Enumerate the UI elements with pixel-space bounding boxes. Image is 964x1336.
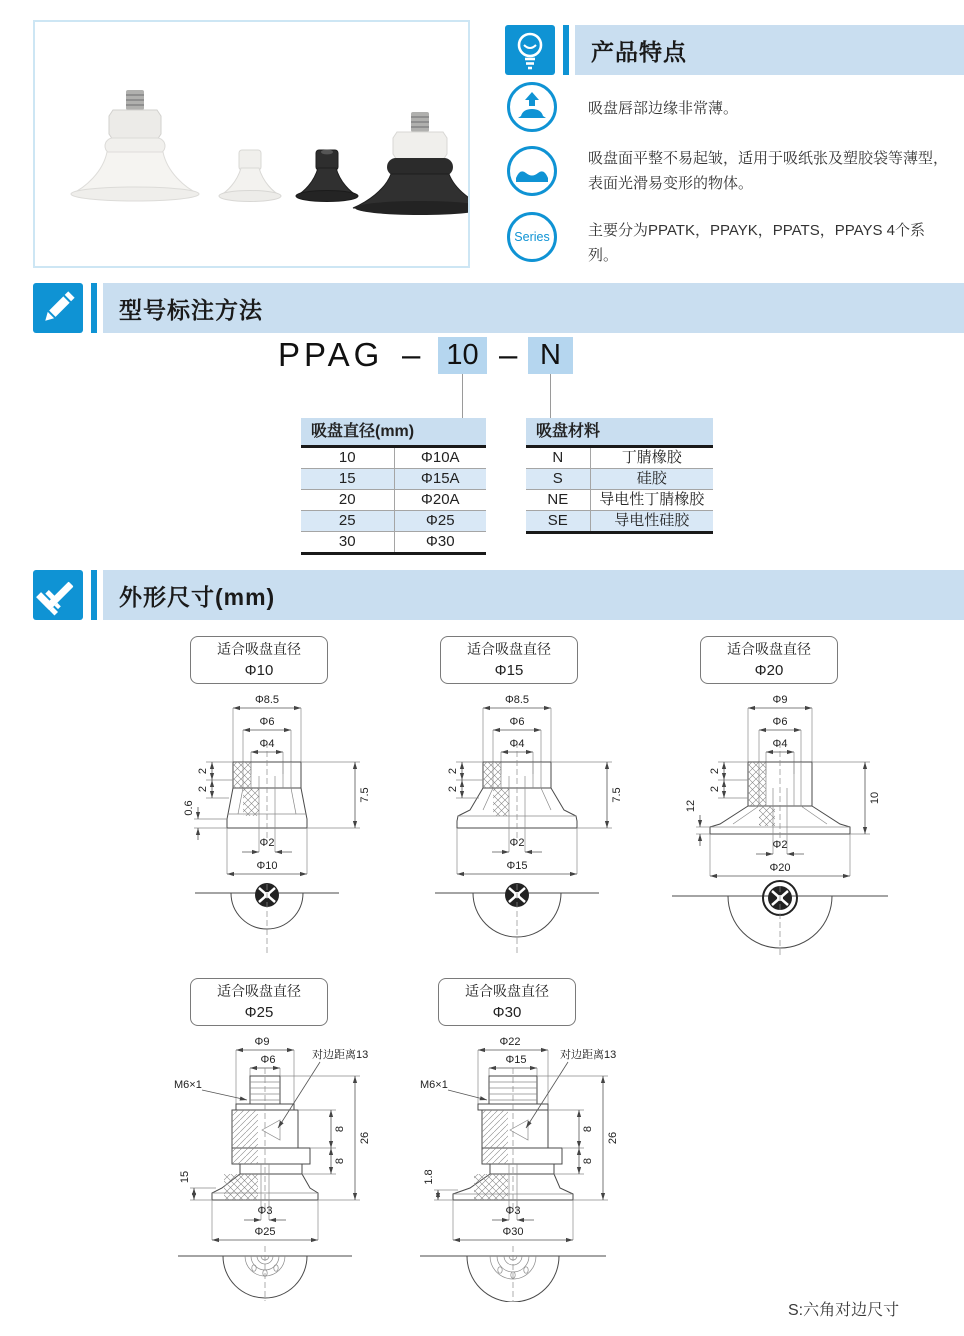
drawing-block-phi20 bbox=[658, 636, 903, 958]
drawing-geometry bbox=[178, 1050, 360, 1301]
dim-label: Φ2 bbox=[509, 837, 525, 849]
dim-label: 2 bbox=[197, 785, 209, 793]
drawing-block-phi15 bbox=[400, 636, 635, 958]
features-header bbox=[505, 25, 964, 75]
dim-label: Φ22 bbox=[499, 1036, 521, 1048]
dim-label: 7.5 bbox=[359, 787, 371, 803]
fit-size: Φ25 bbox=[244, 1004, 274, 1021]
cell: Φ15A bbox=[394, 469, 487, 489]
dim-label: 2 bbox=[709, 785, 721, 793]
cell: N bbox=[552, 449, 564, 466]
fit-label: 适合吸盘直径 bbox=[467, 641, 551, 657]
drawing-block-phi10 bbox=[150, 636, 385, 958]
drawing-block-phi25 bbox=[150, 978, 400, 1302]
hex-flats-note: S:六角对边尺寸 bbox=[788, 1302, 900, 1319]
dim-label: Φ25 bbox=[254, 1226, 276, 1238]
dim-label: Φ8.5 bbox=[254, 694, 280, 706]
feature-text-3: 主要分为PPATK，PPAYK，PPATS，PPAYS 4个系列。 bbox=[588, 222, 926, 264]
drawing-geometry bbox=[194, 708, 360, 954]
dim-label: M6×1 bbox=[174, 1079, 202, 1091]
pencil-icon bbox=[33, 283, 83, 333]
table-row bbox=[526, 510, 713, 531]
cell: 30 bbox=[338, 533, 356, 550]
dim-label: Φ8.5 bbox=[504, 694, 530, 706]
fit-label-box bbox=[190, 978, 328, 1026]
material-table-header: 吸盘材料 bbox=[526, 418, 713, 448]
fit-label: 适合吸盘直径 bbox=[727, 641, 811, 657]
feature-text-2: 吸盘面平整不易起皱，适用于吸纸张及塑胶袋等薄型，表面光滑易变形的物体。 bbox=[588, 150, 949, 192]
dim-label: 12 bbox=[685, 799, 697, 813]
series-icon bbox=[507, 212, 557, 262]
table-row bbox=[301, 468, 486, 489]
dim-label: Φ20 bbox=[769, 862, 791, 874]
white-single-cup bbox=[219, 150, 281, 202]
fit-label: 适合吸盘直径 bbox=[217, 641, 301, 657]
dim-label: 2 bbox=[197, 767, 209, 775]
dimension-drawing-phi30 bbox=[398, 1030, 648, 1302]
fit-label-box bbox=[700, 636, 838, 684]
dimension-drawing-phi15 bbox=[400, 688, 635, 958]
dim-label: Φ9 bbox=[772, 694, 788, 706]
dim-label: 2 bbox=[447, 767, 459, 775]
dim-label: 7.5 bbox=[611, 787, 623, 803]
caliper-icon bbox=[33, 570, 83, 620]
fit-size: Φ10 bbox=[244, 662, 274, 679]
header-divider-bar bbox=[91, 570, 97, 620]
dim-label: Φ2 bbox=[259, 837, 275, 849]
table-row bbox=[526, 448, 713, 468]
dim-label: 对边距离13 bbox=[560, 1049, 617, 1061]
dim-label: Φ6 bbox=[772, 716, 788, 728]
dim-label: 2 bbox=[447, 785, 459, 793]
table-row bbox=[526, 489, 713, 510]
black-single-cup bbox=[296, 150, 358, 202]
dim-label: Φ9 bbox=[254, 1036, 270, 1048]
cell: 硅胶 bbox=[590, 469, 713, 489]
cell: 25 bbox=[338, 512, 356, 529]
thin-lip-icon bbox=[507, 82, 557, 132]
black-assembled-cup bbox=[353, 112, 468, 215]
dim-label: Φ3 bbox=[505, 1205, 521, 1217]
header-divider-bar bbox=[91, 283, 97, 333]
dim-label: 26 bbox=[359, 1131, 371, 1145]
suction-cups-photo-illustration bbox=[35, 22, 468, 266]
cell: 丁腈橡胶 bbox=[590, 448, 713, 468]
cell: Φ25 bbox=[394, 511, 487, 531]
header-divider-bar bbox=[563, 25, 569, 75]
fit-label: 适合吸盘直径 bbox=[465, 983, 549, 999]
cell: 导电性硅胶 bbox=[590, 511, 713, 531]
cell: 导电性丁腈橡胶 bbox=[590, 490, 713, 510]
dim-label: 8 bbox=[334, 1125, 346, 1133]
material-table bbox=[526, 418, 713, 534]
bulb-icon bbox=[505, 25, 555, 75]
product-photo bbox=[33, 20, 470, 268]
fit-label: 适合吸盘直径 bbox=[217, 983, 301, 999]
fit-size: Φ15 bbox=[494, 662, 524, 679]
dim-label: Φ30 bbox=[502, 1226, 524, 1238]
table-row bbox=[301, 531, 486, 552]
model-section-header bbox=[33, 283, 964, 333]
drawing-block-phi30 bbox=[398, 978, 648, 1302]
series-icon-label: Series bbox=[514, 230, 550, 244]
dim-label: Φ15 bbox=[506, 860, 528, 872]
table-row bbox=[526, 468, 713, 489]
dim-label: Φ4 bbox=[259, 738, 275, 750]
cell: Φ20A bbox=[394, 490, 487, 510]
dim-label: Φ15 bbox=[505, 1054, 527, 1066]
model-base: PPAG bbox=[278, 336, 384, 373]
cell: NE bbox=[547, 491, 569, 508]
dim-label: 8 bbox=[334, 1157, 346, 1165]
size-table-header: 吸盘直径(mm) bbox=[301, 418, 486, 448]
model-section-title: 型号标注方法 bbox=[103, 283, 964, 333]
dim-label: Φ6 bbox=[260, 1054, 276, 1066]
dimension-drawing-phi25 bbox=[150, 1030, 400, 1302]
model-material-box: N bbox=[528, 337, 573, 374]
flat-surface-icon bbox=[507, 146, 557, 196]
dim-label: M6×1 bbox=[420, 1079, 448, 1091]
cell: 20 bbox=[338, 491, 356, 508]
fit-label-box bbox=[438, 978, 576, 1026]
dim-label: 2 bbox=[709, 767, 721, 775]
cell: Φ30 bbox=[394, 532, 487, 552]
dim-label: Φ4 bbox=[509, 738, 525, 750]
model-dash-2: – bbox=[499, 336, 518, 373]
fit-size: Φ20 bbox=[754, 662, 784, 679]
dimension-drawing-phi20 bbox=[658, 688, 903, 958]
fit-label-box bbox=[440, 636, 578, 684]
table-row bbox=[301, 510, 486, 531]
table-row bbox=[301, 489, 486, 510]
model-dash-1: – bbox=[402, 336, 421, 373]
dimension-drawing-phi10 bbox=[150, 688, 385, 958]
table-row bbox=[301, 448, 486, 468]
dimensions-section-header bbox=[33, 570, 964, 620]
feature-text-1: 吸盘唇部边缘非常薄。 bbox=[588, 100, 739, 117]
dim-label: 对边距离13 bbox=[312, 1049, 369, 1061]
dim-label: Φ6 bbox=[509, 716, 525, 728]
dim-label: 0.6 bbox=[183, 800, 195, 816]
material-connector-line bbox=[550, 374, 551, 418]
dim-label: 15 bbox=[179, 1170, 191, 1184]
model-size-box: 10 bbox=[438, 337, 487, 374]
dim-label: Φ10 bbox=[256, 860, 278, 872]
fit-label-box bbox=[190, 636, 328, 684]
dimensions-section-title: 外形尺寸(mm) bbox=[103, 570, 964, 620]
size-table bbox=[301, 418, 486, 555]
dim-label: 1.8 bbox=[423, 1169, 435, 1185]
dim-label: 8 bbox=[582, 1125, 594, 1133]
white-assembled-cup bbox=[71, 90, 199, 201]
cell: 10 bbox=[338, 449, 356, 466]
dim-label: Φ4 bbox=[772, 738, 788, 750]
dim-label: Φ3 bbox=[257, 1205, 273, 1217]
cell: Φ10A bbox=[394, 448, 487, 468]
cell: 15 bbox=[338, 470, 356, 487]
cell: SE bbox=[547, 512, 568, 529]
drawing-geometry bbox=[420, 1050, 608, 1302]
dim-label: Φ2 bbox=[772, 839, 788, 851]
dim-label: 8 bbox=[582, 1157, 594, 1165]
features-title: 产品特点 bbox=[575, 25, 964, 75]
dim-label: 10 bbox=[869, 791, 881, 805]
dim-label: 26 bbox=[607, 1131, 619, 1145]
size-connector-line bbox=[462, 374, 463, 418]
dim-label: Φ6 bbox=[259, 716, 275, 728]
fit-size: Φ30 bbox=[492, 1004, 522, 1021]
cell: S bbox=[552, 470, 563, 487]
